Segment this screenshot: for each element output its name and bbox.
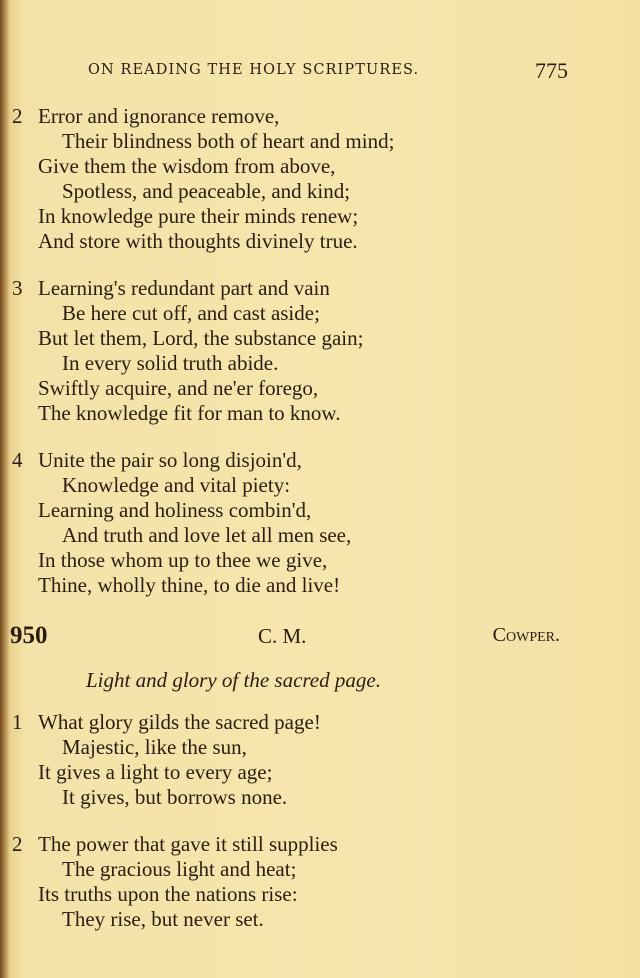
verse-line: Give them the wisdom from above,: [38, 154, 336, 178]
stanza-number: 2: [12, 104, 23, 128]
stanza-number: 4: [12, 448, 23, 472]
verse-line: The gracious light and heat;: [62, 857, 297, 881]
page-header: [88, 58, 568, 84]
verse-line: In those whom up to thee we give,: [38, 548, 328, 572]
verse-line: Learning and holiness combin'd,: [38, 498, 312, 522]
verse-line: Knowledge and vital piety:: [62, 473, 291, 497]
verse-line: Learning's redundant part and vain: [38, 276, 330, 300]
hymn-author: Cowper.: [492, 624, 560, 646]
hymn-meter: C. M.: [258, 624, 307, 648]
stanza-number: 1: [12, 710, 23, 734]
verse-line: Unite the pair so long disjoin'd,: [38, 448, 302, 472]
verse-line: In knowledge pure their minds renew;: [38, 204, 359, 228]
hymn-subtitle: Light and glory of the sacred page.: [86, 668, 381, 692]
verse-line: Its truths upon the nations rise:: [38, 882, 298, 906]
verse-line: But let them, Lord, the substance gain;: [38, 326, 364, 350]
page-number: 775: [535, 58, 568, 83]
verse-line: Error and ignorance remove,: [38, 104, 280, 128]
stanza-number: 2: [12, 832, 23, 856]
verse-line: In every solid truth abide.: [62, 351, 279, 375]
verse-line: The power that gave it still supplies: [38, 832, 338, 856]
verse-line: It gives, but borrows none.: [62, 785, 288, 809]
verse-line: The knowledge fit for man to know.: [38, 401, 341, 425]
hymn-heading: [10, 622, 560, 652]
running-head: ON READING THE HOLY SCRIPTURES.: [88, 62, 420, 78]
verse-line: Majestic, like the sun,: [62, 735, 247, 759]
verse-line: Thine, wholly thine, to die and live!: [38, 573, 341, 597]
verse-line: Their blindness both of heart and mind;: [62, 129, 395, 153]
verse-line: And truth and love let all men see,: [62, 523, 352, 547]
verse-line: It gives a light to every age;: [38, 760, 273, 784]
verse-line: Swiftly acquire, and ne'er forego,: [38, 376, 319, 400]
verse-line: What glory gilds the sacred page!: [38, 710, 321, 734]
stanza-number: 3: [12, 276, 23, 300]
hymn-number: 950: [10, 622, 48, 649]
verse-line: And store with thoughts divinely true.: [38, 229, 358, 253]
verse-line: Be here cut off, and cast aside;: [62, 301, 320, 325]
verse-line: They rise, but never set.: [62, 907, 264, 931]
verse-line: Spotless, and peaceable, and kind;: [62, 179, 351, 203]
